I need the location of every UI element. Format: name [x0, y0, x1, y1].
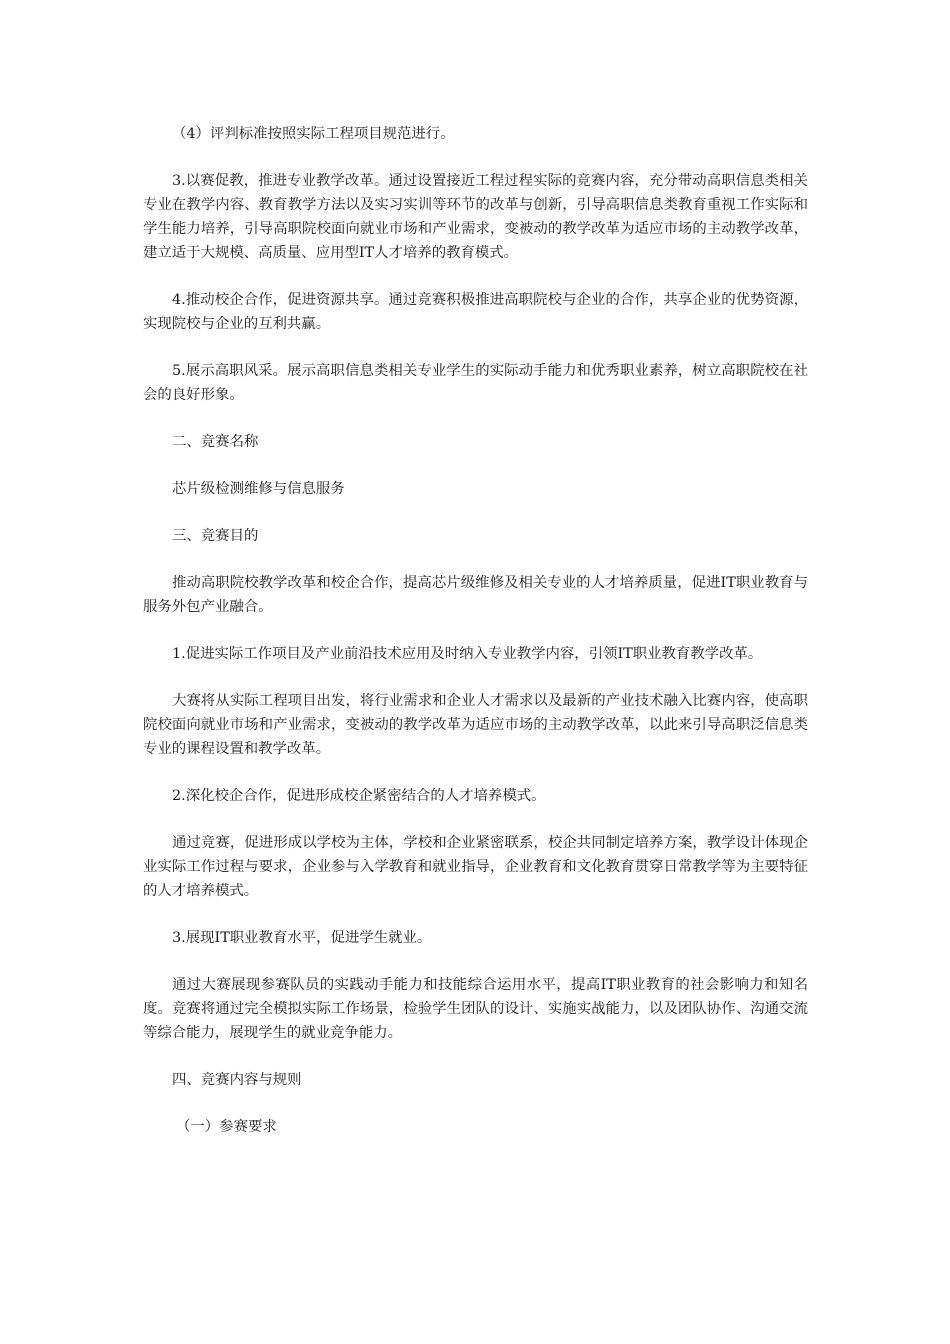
- paragraph-purpose-item-2-detail: 通过竞赛，促进形成以学校为主体，学校和企业紧密联系，校企共同制定培养方案，教学设计体现企业实际工作过程与要求，企业参与入学教育和就业指导，企业教育和文化教育贯穿日常教学等为主要特征的人才培养模式。: [143, 835, 808, 899]
- document-body: [143, 122, 808, 1162]
- paragraph-purpose-item-1-detail: 大赛将从实际工程项目出发，将行业需求和企业人才需求以及最新的产业技术融入比赛内容，使高职院校面向就业市场和产业需求，变被动的教学改革为适应市场的主动教学改革，以此来引导高职泛信息类专业的课程设置和教学改革。: [143, 693, 808, 757]
- paragraph-purpose-item-3-detail: 通过大赛展现参赛队员的实践动手能力和技能综合运用水平，提高IT职业教育的社会影响力和知名度。竞赛将通过完全模拟实际工作场景，检验学生团队的设计、实施实战能力，以及团队协作、沟通交流等综合能力，展现学生的就业竞争能力。: [143, 977, 808, 1041]
- heading-participation-requirements: （一）参赛要求: [176, 1119, 277, 1135]
- paragraph-purpose-summary: 推动高职院校教学改革和校企合作，提高芯片级维修及相关专业的人才培养质量，促进IT职业教育与服务外包产业融合。: [143, 575, 808, 615]
- paragraph-showcase-style: 5.展示高职风采。展示高职信息类相关专业学生的实际动手能力和优秀职业素养，树立高职院校在社会的良好形象。: [143, 363, 808, 403]
- paragraph-purpose-item-3: 3.展现IT职业教育水平，促进学生就业。: [172, 930, 432, 946]
- paragraph-purpose-item-2: 2.深化校企合作，促进形成校企紧密结合的人才培养模式。: [172, 788, 546, 804]
- paragraph-purpose-item-1: 1.促进实际工作项目及产业前沿技术应用及时纳入专业教学内容，引领IT职业教育教学改革。: [172, 646, 763, 662]
- paragraph-promote-teaching-reform: 3.以赛促教，推进专业教学改革。通过设置接近工程过程实际的竞赛内容，充分带动高职信息类相关专业在教学内容、教育教学方法以及实习实训等环节的改革与创新，引导高职信息类教育重视工作实际和学生能力培养，引导高职院校面向就业市场和产业需求，变被动的教学改革为适应市场的主动教学改革，建立适于大规模、高质量、应用型IT人才培养的教育模式。: [143, 173, 808, 261]
- heading-content-and-rules: 四、竞赛内容与规则: [172, 1072, 302, 1088]
- paragraph-judging-standard: （4）评判标准按照实际工程项目规范进行。: [172, 126, 455, 142]
- paragraph-school-enterprise-cooperation: 4.推动校企合作，促进资源共享。通过竞赛积极推进高职院校与企业的合作，共享企业的优势资源，实现院校与企业的互利共赢。: [143, 292, 808, 332]
- heading-competition-name: 二、竞赛名称: [172, 434, 259, 450]
- heading-competition-purpose: 三、竞赛目的: [172, 528, 259, 544]
- paragraph-competition-name-value: 芯片级检测维修与信息服务: [172, 481, 345, 497]
